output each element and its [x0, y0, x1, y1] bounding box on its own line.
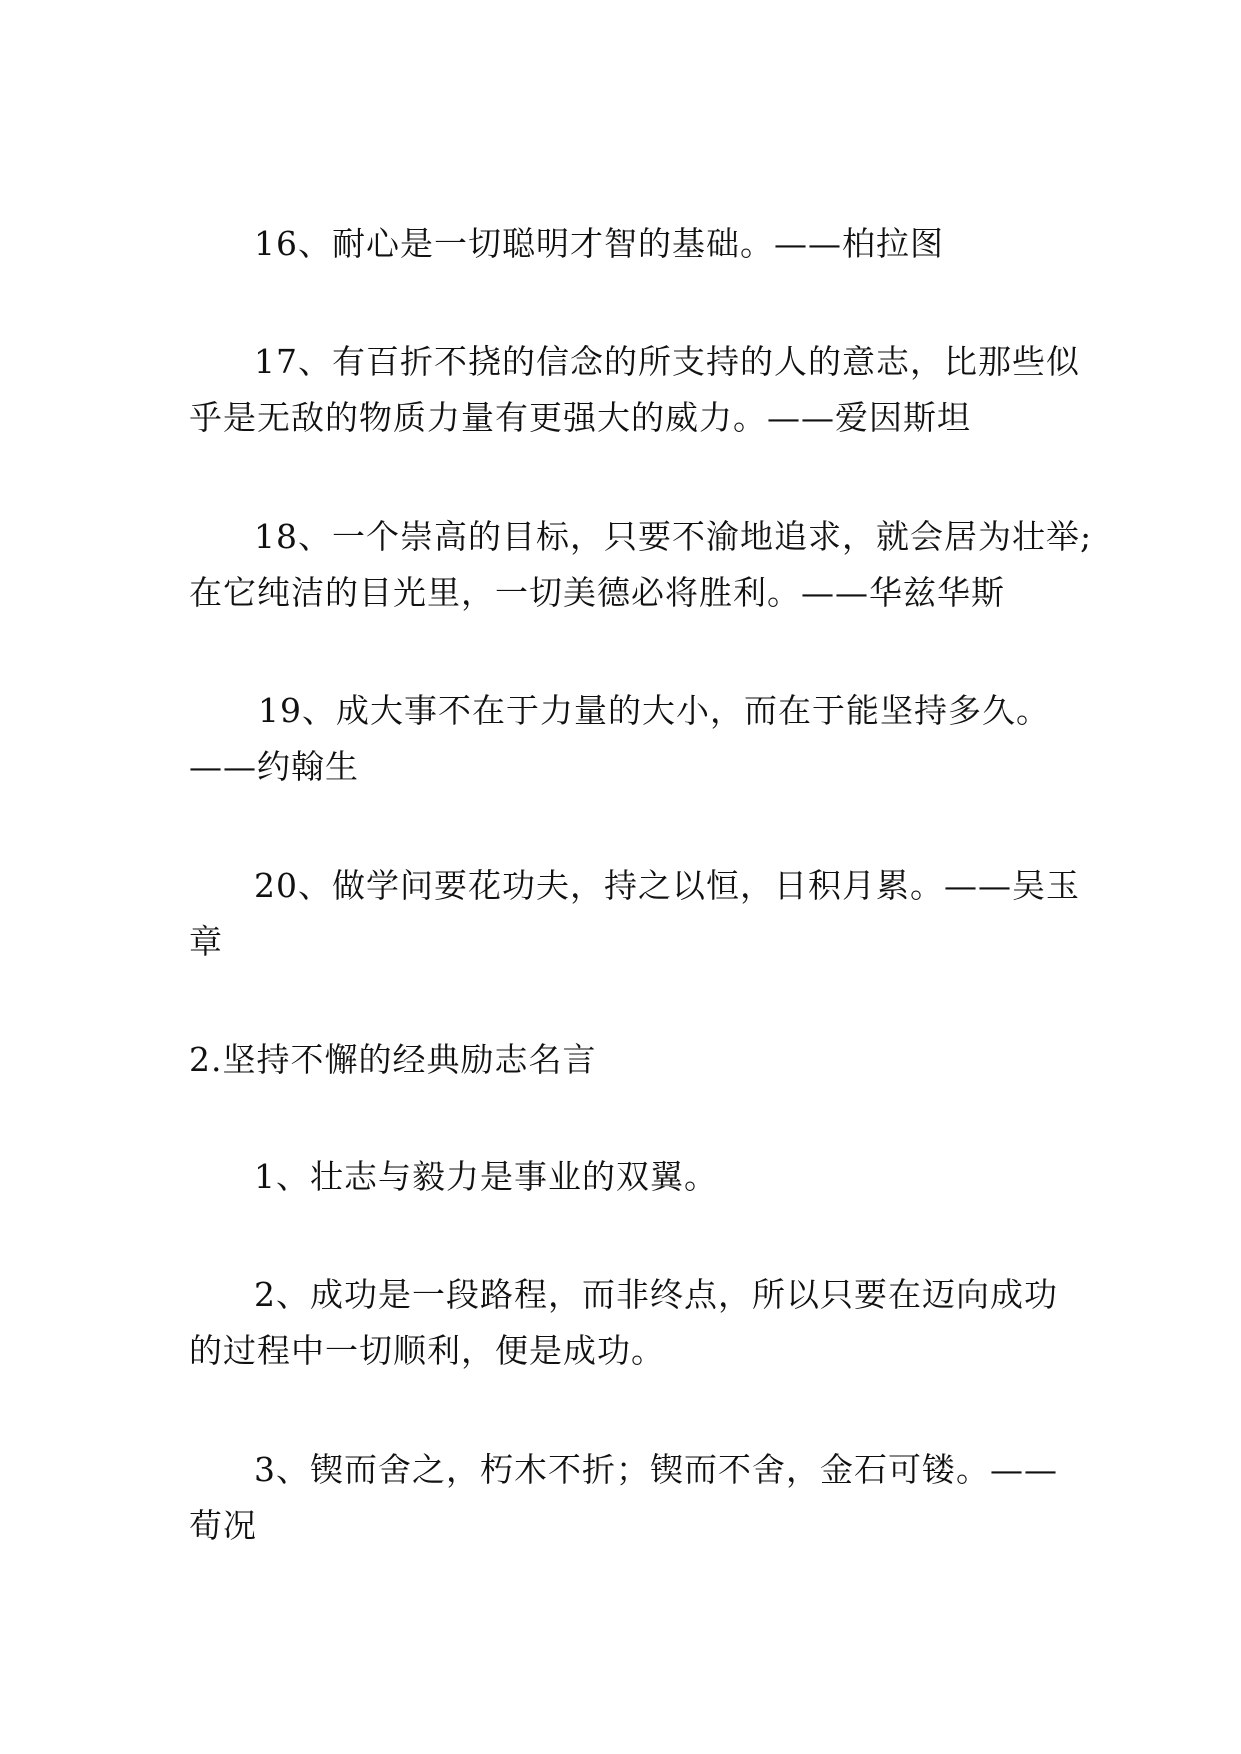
quote-20-line-1: 20、做学问要花功夫，持之以恒，日积月累。——吴玉 — [254, 866, 1080, 905]
saying-3-line-2: 荀况 — [189, 1506, 257, 1545]
saying-2-line-2: 的过程中一切顺利，便是成功。 — [189, 1331, 665, 1370]
section-heading: 2.坚持不懈的经典励志名言 — [189, 1040, 597, 1079]
quote-18-line-1: 18、一个崇高的目标，只要不渝地追求，就会居为壮举; — [254, 517, 1093, 556]
quote-19-line-2: ——约翰生 — [189, 747, 359, 786]
quote-20-line-2: 章 — [189, 922, 223, 961]
saying-2-line-1: 2、成功是一段路程，而非终点，所以只要在迈向成功 — [254, 1275, 1058, 1314]
quote-16: 16、耐心是一切聪明才智的基础。——柏拉图 — [254, 224, 944, 263]
quote-18-line-2: 在它纯洁的目光里，一切美德必将胜利。——华兹华斯 — [189, 573, 1005, 612]
saying-3-line-1: 3、锲而舍之，朽木不折；锲而不舍，金石可镂。—— — [254, 1450, 1058, 1489]
quote-19-line-1: 19、成大事不在于力量的大小，而在于能坚持多久。 — [258, 691, 1050, 730]
saying-1: 1、壮志与毅力是事业的双翼。 — [254, 1157, 718, 1196]
quote-17-line-2: 乎是无敌的物质力量有更强大的威力。——爱因斯坦 — [189, 398, 971, 437]
quote-17-line-1: 17、有百折不挠的信念的所支持的人的意志，比那些似 — [254, 342, 1080, 381]
